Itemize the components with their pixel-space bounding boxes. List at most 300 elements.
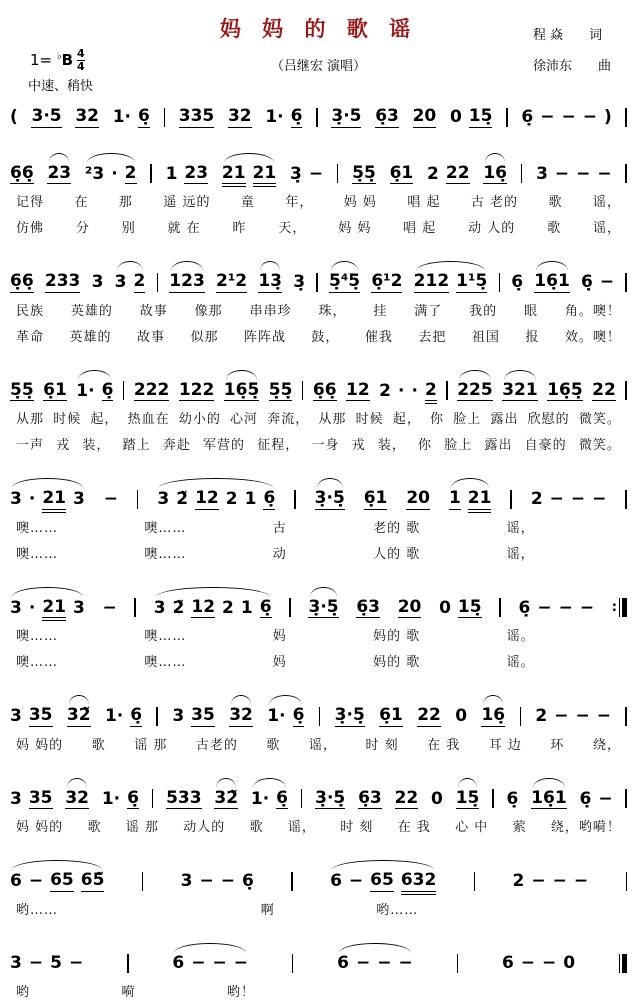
note-token: 2 xyxy=(133,271,146,292)
note-group xyxy=(127,954,129,974)
barline xyxy=(499,273,501,292)
lyric-word: 时候 xyxy=(355,412,384,428)
barline xyxy=(142,872,144,891)
note-group xyxy=(450,107,493,128)
lyric-word: 谣， xyxy=(506,546,535,562)
lyric-word: 歌 xyxy=(87,820,102,836)
note-token: 16̣1 xyxy=(534,271,570,292)
note-token: · xyxy=(111,163,118,184)
lyric-word: 谣。 xyxy=(506,629,535,645)
note-token: · xyxy=(398,380,405,401)
note-group xyxy=(102,789,139,810)
lyric-word: 露出 xyxy=(490,412,519,428)
note-group xyxy=(316,273,318,293)
lyric-word: 动 人的 xyxy=(468,221,516,237)
note-token: 6̣3 xyxy=(356,596,380,617)
note-token: 1· xyxy=(112,107,131,127)
lyric-word: 祖国 xyxy=(471,329,500,345)
barline xyxy=(127,954,129,973)
note-token: 3̣·5̣ xyxy=(334,705,365,726)
note-token: − xyxy=(573,871,589,892)
lyric-word: 妈 妈 xyxy=(338,221,372,237)
note-group xyxy=(10,789,53,810)
note-group xyxy=(518,599,594,619)
note-token: − xyxy=(28,871,44,892)
lyric-word: 歌 xyxy=(547,221,562,237)
note-token: 2 xyxy=(124,162,137,183)
note-group xyxy=(535,707,611,727)
slur-group xyxy=(449,489,492,510)
lyric-word: 微笑。 xyxy=(578,438,621,454)
lyric-line xyxy=(10,625,627,644)
note-token: 6̣3 xyxy=(375,106,399,126)
note-group xyxy=(319,707,321,727)
notation-row xyxy=(10,476,627,510)
slur-group xyxy=(481,706,505,727)
note-group xyxy=(506,108,508,128)
lyric-line xyxy=(10,434,627,453)
note-token: 35 xyxy=(191,705,215,726)
note-group xyxy=(625,789,627,809)
note-group xyxy=(455,707,467,727)
note-token: 3̣·5̣ xyxy=(315,787,346,808)
lyric-word: 心 中 xyxy=(455,820,489,836)
lyric-line xyxy=(10,300,627,319)
note-token: 222 xyxy=(133,379,170,400)
notation-row xyxy=(10,259,627,293)
lyric-word: 你 xyxy=(430,412,445,428)
slur-group xyxy=(10,598,85,619)
note-group xyxy=(446,381,448,401)
barline xyxy=(301,789,303,808)
lyric-word: 征程， xyxy=(257,438,300,454)
lyric-word: 老的 歌 xyxy=(373,520,421,536)
lyric-word: 妈的 歌 xyxy=(373,629,421,645)
barline-stroke xyxy=(622,954,627,973)
note-token: 23 xyxy=(184,162,209,183)
lyric-word: 妈的 歌 xyxy=(373,655,421,671)
note-group xyxy=(166,164,209,185)
note-token: 12 xyxy=(191,596,216,617)
note-token: − xyxy=(348,871,364,892)
lyric-word: 谣， xyxy=(592,221,621,237)
note-group xyxy=(10,706,53,727)
lyric-word: 革命 xyxy=(16,329,45,345)
notation-row xyxy=(10,151,627,185)
note-token: − xyxy=(576,163,591,184)
lyric-word: 哟…… xyxy=(16,902,59,918)
lyric-word: 噢…… xyxy=(16,546,59,562)
music-system xyxy=(10,585,627,671)
note-token: − xyxy=(220,871,235,892)
lyric-word: 环 xyxy=(550,737,565,753)
music-system xyxy=(10,776,627,836)
note-token: 6̣ xyxy=(276,787,289,808)
note-group xyxy=(43,381,67,402)
lyric-line xyxy=(10,408,627,427)
note-token: 2 xyxy=(424,379,437,400)
score-header xyxy=(0,0,637,94)
tempo-marking: 中速、稍快 xyxy=(28,79,94,94)
note-group xyxy=(579,790,612,810)
lyric-word: 微笑。 xyxy=(578,412,621,428)
barline xyxy=(150,164,152,183)
note-token: 32 xyxy=(229,705,253,726)
note-group xyxy=(356,598,380,619)
music-system xyxy=(10,693,627,753)
notation-row xyxy=(10,941,627,974)
slur-group xyxy=(154,598,272,619)
note-group xyxy=(103,599,117,619)
repeat-dots: : xyxy=(611,600,617,616)
barline xyxy=(289,598,291,617)
lyric-word: 奔流， xyxy=(267,412,310,428)
note-token: 3 xyxy=(172,706,185,727)
note-group xyxy=(511,273,523,293)
barline-stroke xyxy=(619,954,621,973)
note-token: 13̣ xyxy=(258,271,283,292)
note-token: 6 xyxy=(501,953,514,974)
note-token: 12 xyxy=(346,379,370,400)
note-token: 233 xyxy=(44,271,81,292)
slur-group xyxy=(115,272,146,293)
note-token: 122 xyxy=(178,379,215,400)
note-token: 6̣1 xyxy=(43,379,67,400)
lyric-word: 挂 xyxy=(373,303,388,319)
slur-group xyxy=(85,164,137,185)
music-system xyxy=(10,259,627,345)
note-token: 16̣ xyxy=(481,705,506,726)
lyric-word: 欣慰的 xyxy=(527,412,570,428)
note-group xyxy=(134,598,136,618)
note-token: − xyxy=(592,489,607,510)
note-token: 22 xyxy=(445,162,470,183)
note-token: 6̣ xyxy=(263,488,276,509)
note-token: 16̣5̣ xyxy=(547,379,583,400)
lyric-word: 一身 xyxy=(311,438,340,454)
note-token: − xyxy=(596,706,611,727)
note-token: 335 xyxy=(178,106,215,126)
note-group xyxy=(439,598,482,619)
note-group xyxy=(625,707,627,727)
note-group xyxy=(395,789,419,810)
note-group xyxy=(335,706,365,727)
note-token: 5̣⁴5̣ xyxy=(329,271,361,292)
lyric-line xyxy=(10,981,627,1000)
barline xyxy=(474,872,476,891)
note-group xyxy=(625,490,627,510)
note-token: 3 xyxy=(72,489,85,510)
note-token: 3 xyxy=(91,272,104,293)
notation-row xyxy=(10,693,627,727)
note-token: 3 xyxy=(114,272,127,293)
note-token: − xyxy=(212,953,227,974)
lyric-word: 热血在 xyxy=(127,412,170,428)
note-group xyxy=(134,381,170,402)
note-group xyxy=(10,954,83,974)
lyric-word: 露出 xyxy=(484,438,513,454)
note-group xyxy=(612,598,627,618)
music-system xyxy=(10,94,627,128)
slur-group xyxy=(76,381,113,402)
slur-group xyxy=(10,489,85,510)
note-group xyxy=(292,954,294,974)
note-group xyxy=(228,107,252,128)
note-group xyxy=(289,598,291,618)
note-group xyxy=(457,954,459,974)
note-token: 6 xyxy=(172,953,185,974)
note-token: 6̣6̣ xyxy=(10,271,34,292)
slur-group xyxy=(315,489,345,510)
slur-group xyxy=(229,706,253,727)
note-group xyxy=(216,272,247,293)
lyric-word: 仿佛 xyxy=(16,221,45,237)
lyric-word: 从那 xyxy=(16,412,45,428)
slur-group xyxy=(457,381,493,402)
note-token: 32̃ xyxy=(66,705,91,726)
lyric-word: 眼 xyxy=(524,303,539,319)
note-group xyxy=(269,381,293,402)
note-token: 32 xyxy=(65,787,89,808)
note-token: ) xyxy=(603,107,612,127)
note-token: − xyxy=(377,953,392,974)
note-token: 1 xyxy=(448,488,461,509)
barline xyxy=(337,164,339,183)
performer-note: （吕继宏 演唱） xyxy=(270,59,367,74)
lyric-line xyxy=(10,517,627,536)
note-group xyxy=(315,789,345,810)
lyric-word: 你 xyxy=(418,438,433,454)
lyric-word: 故事 xyxy=(136,329,165,345)
lyric-line xyxy=(10,651,627,670)
score xyxy=(0,94,637,1000)
note-token: 2 xyxy=(535,706,548,727)
lyric-word: 像那 xyxy=(194,303,223,319)
note-token: 6 xyxy=(337,953,349,974)
note-group xyxy=(152,789,154,809)
barline xyxy=(164,108,166,127)
note-token: · xyxy=(28,597,36,618)
music-system xyxy=(10,476,627,562)
music-system xyxy=(10,858,627,918)
note-token: 3̣·5 xyxy=(331,106,362,126)
lyric-word: 在 我 xyxy=(397,820,431,836)
music-system xyxy=(10,151,627,237)
note-token: − xyxy=(68,953,84,974)
note-group xyxy=(181,872,254,892)
repeat-barline xyxy=(612,598,627,618)
note-token: 5̣5̣ xyxy=(10,379,34,400)
music-system xyxy=(10,941,627,1000)
lyric-word: 就 在 xyxy=(167,221,201,237)
note-group xyxy=(625,273,627,293)
lyric-word: 噢…… xyxy=(16,520,59,536)
lyric-line xyxy=(10,816,627,835)
note-group xyxy=(390,164,414,185)
note-token: 16̣ xyxy=(483,162,508,183)
lyric-word: 踏上 xyxy=(122,438,151,454)
note-token: 35 xyxy=(28,787,53,808)
note-group xyxy=(157,273,159,293)
barline xyxy=(626,872,628,891)
note-token: 6̣ xyxy=(511,272,524,293)
note-token: 1· xyxy=(250,788,270,809)
note-group xyxy=(521,108,611,128)
lyric-word: 戎 xyxy=(56,438,71,454)
lyric-word: 从那 xyxy=(318,412,347,428)
note-group xyxy=(379,706,403,727)
note-group xyxy=(358,789,382,810)
note-token: 3 xyxy=(10,489,22,510)
lyric-word: 绕， xyxy=(592,737,621,753)
note-group xyxy=(581,273,614,293)
key-signature: 1= ♭B xyxy=(30,51,74,70)
barline xyxy=(457,954,459,973)
note-group xyxy=(179,107,215,128)
note-token: − xyxy=(531,871,546,892)
lyric-word: 谣， xyxy=(287,820,316,836)
note-group xyxy=(291,872,293,892)
lyric-word: 古 老的 xyxy=(470,195,519,211)
lyric-word: 时候 xyxy=(53,412,82,428)
note-token: − xyxy=(558,597,573,618)
barline xyxy=(292,954,294,973)
lyric-word: 自豪的 xyxy=(524,438,567,454)
lyric-word: 耳 边 xyxy=(488,737,522,753)
lyric-word: 谣。 xyxy=(506,655,535,671)
slur-group xyxy=(534,272,570,293)
lyric-word: 英雄的 xyxy=(69,329,112,345)
lyric-word: 童 xyxy=(240,195,255,211)
barline xyxy=(152,789,154,808)
note-token: 1· xyxy=(76,380,95,401)
barline xyxy=(137,490,139,509)
note-group xyxy=(406,489,430,510)
note-token: 32̃ xyxy=(214,787,239,808)
barline xyxy=(492,789,494,808)
barline xyxy=(506,108,508,127)
lyric-word: 英雄的 xyxy=(70,303,113,319)
note-token: 6̣ xyxy=(506,788,519,809)
lyric-word: 歌 xyxy=(548,195,563,211)
note-token: 6̣ xyxy=(518,597,531,618)
lyric-word: 昨 xyxy=(232,221,247,237)
note-group xyxy=(45,272,81,293)
lyric-word: 民族 xyxy=(16,303,45,319)
lyric-word: 角。噢！ xyxy=(564,303,621,319)
slur-group xyxy=(531,789,567,810)
note-token: 2 xyxy=(512,871,525,892)
note-token: 5̣5̣ xyxy=(352,162,376,183)
barline xyxy=(294,490,296,509)
note-group xyxy=(502,954,575,974)
lyric-word: 阵阵战 xyxy=(243,329,286,345)
note-token: 21 xyxy=(252,162,277,183)
note-group xyxy=(137,490,139,510)
note-token: 6̣ xyxy=(127,787,139,808)
lyric-word: 催我 xyxy=(364,329,393,345)
note-group xyxy=(375,107,399,128)
note-token: 0 xyxy=(563,953,576,974)
barline xyxy=(625,381,627,400)
note-token: 0 xyxy=(455,706,468,727)
note-token: 1· xyxy=(101,788,121,809)
note-token: 3 xyxy=(72,597,85,618)
note-token: 123 xyxy=(169,271,205,292)
slur-group xyxy=(157,489,275,510)
note-token: − xyxy=(308,163,324,184)
slur-group xyxy=(329,272,360,293)
note-token: 6̣1 xyxy=(389,162,414,183)
barline xyxy=(156,707,158,726)
note-token: − xyxy=(191,953,206,974)
barline xyxy=(625,108,627,127)
note-token: 32 xyxy=(227,106,252,126)
barline xyxy=(316,108,318,127)
note-group xyxy=(352,164,376,185)
lyric-line xyxy=(10,734,627,753)
note-token: 3̣·5̣ xyxy=(314,488,345,509)
note-token: 2̃ xyxy=(172,597,185,618)
lyric-word: 装， xyxy=(377,438,406,454)
note-token: 15̣ xyxy=(455,787,480,808)
note-token: 5̣5̣ xyxy=(268,379,293,400)
barline xyxy=(302,381,304,400)
note-token: − xyxy=(103,489,119,510)
slur-group xyxy=(414,272,488,293)
slur-group xyxy=(308,598,338,619)
slur-group xyxy=(267,706,304,727)
barline xyxy=(625,789,627,808)
note-token: − xyxy=(542,953,557,974)
lyric-word: 起， xyxy=(392,412,421,428)
lyric-line xyxy=(10,899,627,918)
note-group xyxy=(513,872,589,892)
note-token: 2 xyxy=(222,597,234,618)
note-token: 6̣6̣ xyxy=(10,162,34,183)
lyric-word: 唱 起 xyxy=(407,195,441,211)
note-group xyxy=(10,381,34,402)
lyric-word: 歌 xyxy=(249,820,264,836)
note-token: · xyxy=(411,380,418,401)
lyric-word: 报 xyxy=(525,329,540,345)
note-group xyxy=(179,381,215,402)
note-group xyxy=(316,108,318,128)
note-token: 21 xyxy=(221,162,246,183)
note-token: 6̣6̣ xyxy=(312,379,337,400)
note-group xyxy=(265,107,302,128)
note-token: − xyxy=(537,597,552,618)
note-group xyxy=(626,872,628,892)
note-token: 22 xyxy=(592,379,616,400)
note-token: − xyxy=(554,706,569,727)
barline xyxy=(625,164,627,183)
note-token: − xyxy=(520,953,536,974)
note-token: 6̣ xyxy=(292,705,305,726)
note-token: 3 xyxy=(10,597,22,618)
lyric-word: 绕，哟嗬！ xyxy=(550,820,621,836)
note-group xyxy=(619,954,627,974)
note-token: 0 xyxy=(449,107,462,127)
note-token: 1· xyxy=(265,107,284,127)
lyric-word: 动 xyxy=(272,546,287,562)
lyric-word: 噢…… xyxy=(16,655,59,671)
note-token: 6 xyxy=(330,871,342,892)
note-group xyxy=(75,107,99,128)
lyric-word: 妈 妈的 xyxy=(16,820,64,836)
lyric-word: 噢…… xyxy=(144,520,187,536)
note-token: 6̣ xyxy=(130,705,143,726)
